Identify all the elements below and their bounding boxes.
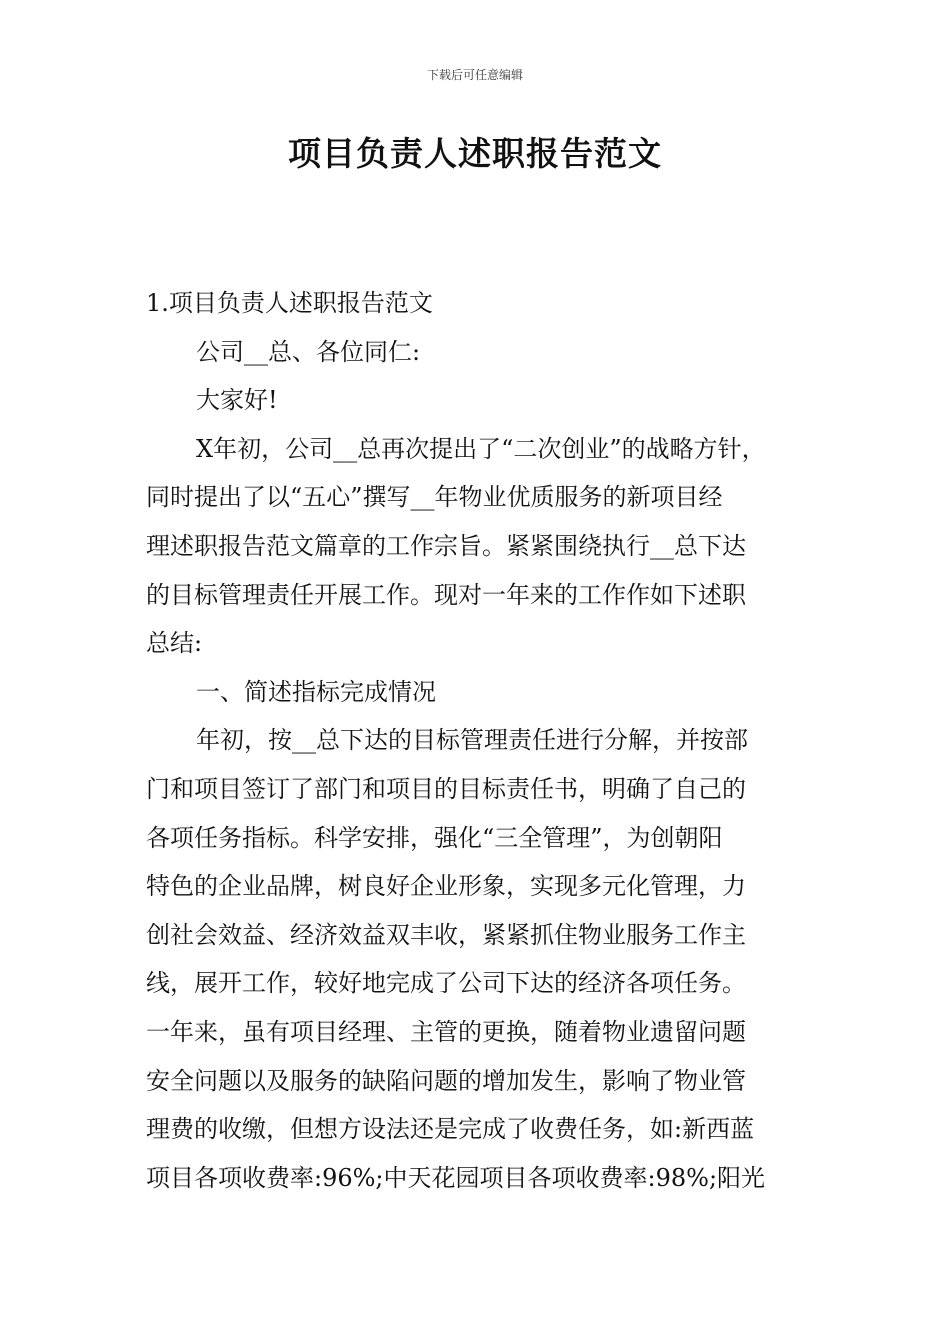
body-line: 年初，按__总下达的目标管理责任进行分解，并按部 <box>196 726 748 755</box>
body-line: 公司__总、各位同仁: <box>196 337 421 366</box>
section-heading: 一、简述指标完成情况 <box>196 677 436 706</box>
body-line: 特色的企业品牌，树良好企业形象，实现多元化管理，力 <box>146 872 746 901</box>
body-line: 大家好! <box>196 386 278 415</box>
document-title: 项目负责人述职报告范文 <box>288 134 662 173</box>
body-line: 项目各项收费率:96%;中天花园项目各项收费率:98%;阳光 <box>146 1163 766 1192</box>
document-body <box>146 279 810 1202</box>
body-line: 的目标管理责任开展工作。现对一年来的工作作如下述职 <box>146 580 746 609</box>
body-line: 各项任务指标。科学安排，强化“三全管理”，为创朝阳 <box>146 823 723 852</box>
body-line: 线，展开工作，较好地完成了公司下达的经济各项任务。 <box>146 969 746 998</box>
body-line: 一年来，虽有项目经理、主管的更换，随着物业遗留问题 <box>146 1017 746 1046</box>
body-line: 创社会效益、经济效益双丰收，紧紧抓住物业服务工作主 <box>146 920 746 949</box>
body-line: 总结: <box>146 629 203 658</box>
body-line: 1.项目负责人述职报告范文 <box>146 289 433 317</box>
header-note: 下载后可任意编辑 <box>426 68 523 82</box>
body-line: 安全问题以及服务的缺陷问题的增加发生，影响了物业管 <box>146 1066 746 1095</box>
body-line: X年初，公司__总再次提出了“二次创业”的战略方针， <box>196 434 766 463</box>
body-line: 同时提出了以“五心”撰写__年物业优质服务的新项目经 <box>146 483 723 512</box>
body-line: 理述职报告范文篇章的工作宗旨。紧紧围绕执行__总下达 <box>146 531 746 560</box>
body-line: 理费的收缴，但想方设法还是完成了收费任务，如:新西蓝 <box>146 1115 755 1144</box>
body-line: 门和项目签订了部门和项目的目标责任书，明确了自己的 <box>146 774 746 803</box>
